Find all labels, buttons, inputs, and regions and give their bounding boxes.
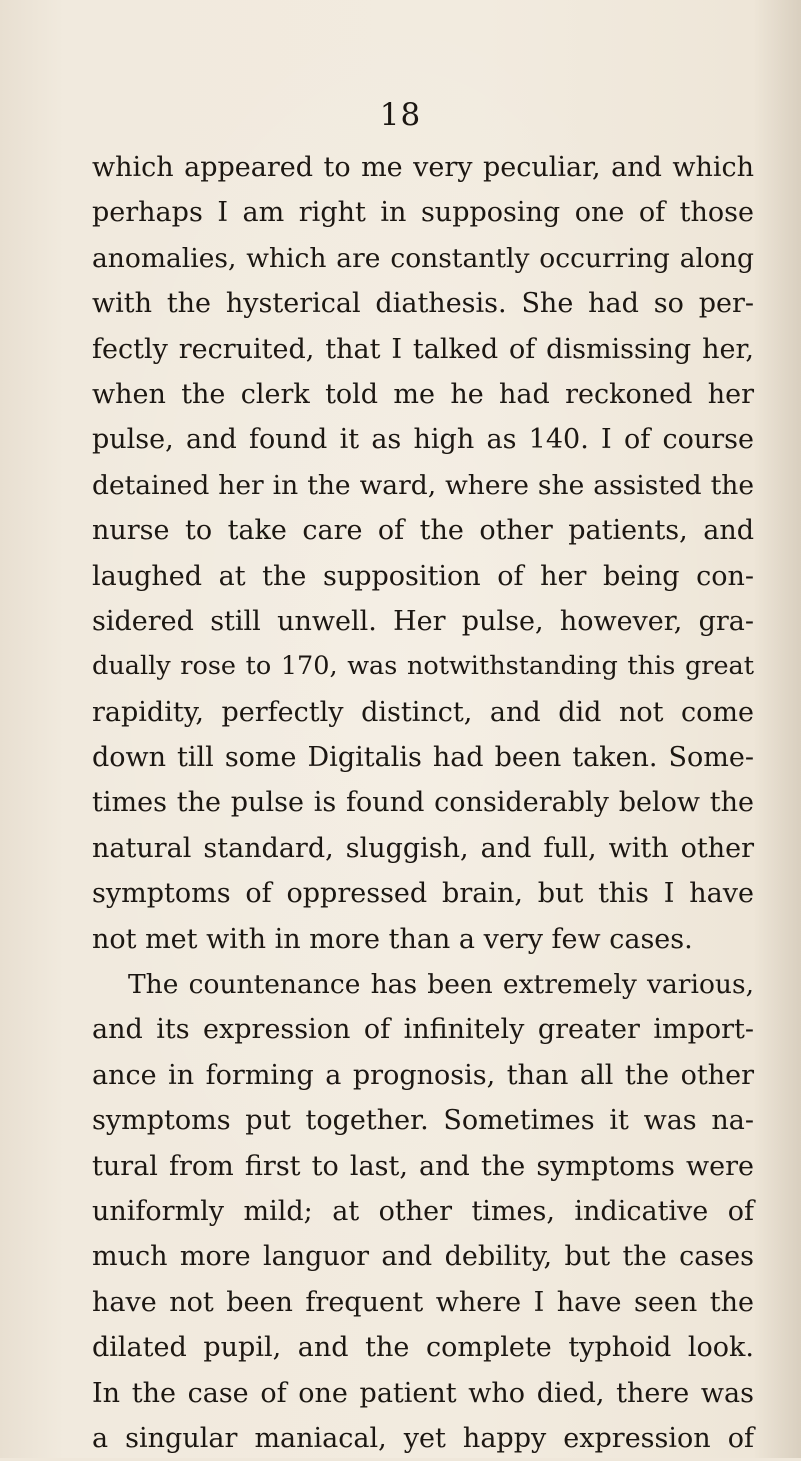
text-line: sidered still unwell. Her pulse, however, gra- <box>92 605 754 637</box>
text-line: fectly recruited, that I talked of dismissing her, <box>92 333 754 365</box>
text-line: natural standard, sluggish, and full, with other <box>92 832 754 864</box>
text-line: a singular maniacal, yet happy expression of <box>92 1422 754 1454</box>
text-line: detained her in the ward, where she assisted the <box>92 469 754 501</box>
text-line: tural from first to last, and the symptoms were <box>92 1150 754 1182</box>
text-line: down till some Digitalis had been taken. Some- <box>92 742 754 774</box>
text-line: times the pulse is found considerably below the <box>92 787 754 819</box>
text-line: much more languor and debility, but the cases <box>92 1241 754 1273</box>
text-line: when the clerk told me he had reckoned her <box>92 378 754 410</box>
text-line: pulse, and found it as high as 140. I of course <box>92 424 754 456</box>
text-line: with the hysterical diathesis. She had so per- <box>92 288 754 320</box>
text-line: have not been frequent where I have seen the <box>92 1286 754 1318</box>
text-line: perhaps I am right in supposing one of those <box>92 197 754 229</box>
text-line: symptoms put together. Sometimes it was na- <box>92 1105 754 1137</box>
paragraph-end-line: not met with in more than a very few cases. <box>92 923 693 955</box>
text-line: anomalies, which are constantly occurring along <box>92 242 754 274</box>
text-line: uniformly mild; at other times, indicative of <box>92 1195 754 1227</box>
text-line: ance in forming a prognosis, than all the other <box>92 1059 754 1091</box>
text-line: nurse to take care of the other patients, and <box>92 515 754 547</box>
page-number: 18 <box>379 97 422 133</box>
text-line: which appeared to me very peculiar, and which <box>92 152 754 183</box>
body-text <box>92 145 754 1461</box>
text-line: symptoms of oppressed brain, but this I have <box>92 878 754 910</box>
paragraph-first-line: The countenance has been extremely various, <box>128 969 754 1001</box>
text-line: rapidity, perfectly distinct, and did not come <box>92 696 754 728</box>
text-line: and its expression of infinitely greater import- <box>92 1014 754 1046</box>
text-line: dilated pupil, and the complete typhoid look. <box>92 1332 754 1364</box>
text-line: laughed at the supposition of her being con- <box>92 560 754 592</box>
text-line: dually rose to 170, was notwithstanding this great <box>92 651 754 682</box>
text-line: In the case of one patient who died, there was <box>92 1377 754 1409</box>
